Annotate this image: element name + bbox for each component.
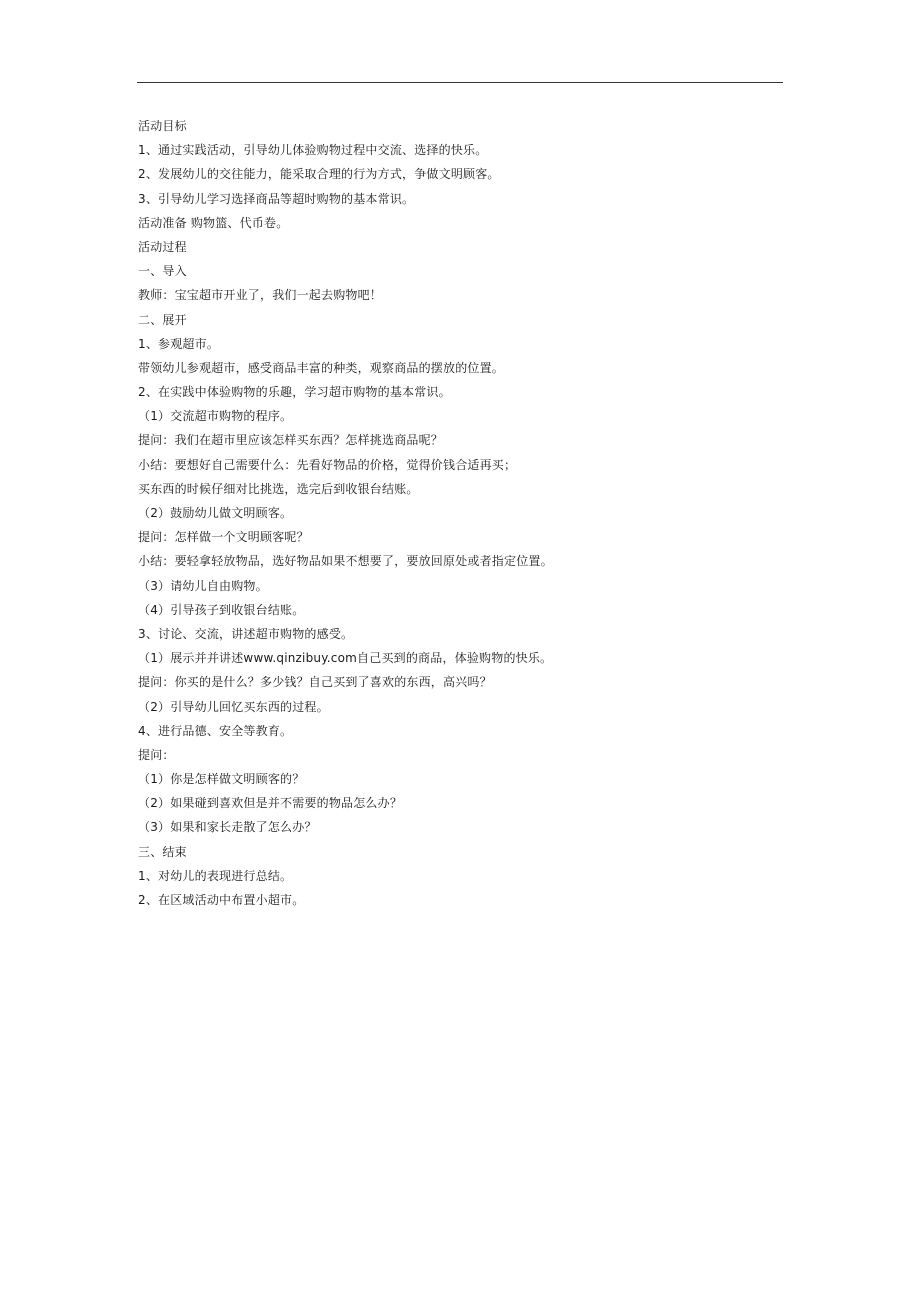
paragraph-line: 提问：我们在超市里应该怎样买东西？怎样挑选商品呢？ [138, 433, 444, 448]
subheading-conclusion: 三、结束 [138, 844, 187, 859]
goal-item-2: 2、发展幼儿的交往能力，能采取合理的行为方式，争做文明顾客。 [138, 167, 500, 182]
paragraph-line: 买东西的时候仔细对比挑选，选完后到收银台结账。 [138, 481, 419, 496]
paragraph-line: 教师：宝宝超市开业了，我们一起去购物吧！ [138, 288, 383, 303]
section-heading-process: 活动过程 [138, 239, 187, 254]
paragraph-line: （2）鼓励幼儿做文明顾客。 [138, 506, 293, 520]
paragraph-line: 4、进行品德、安全等教育。 [138, 723, 293, 738]
paragraph-line: 小结：要想好自己需要什么：先看好物品的价格，觉得价钱合适再买； [138, 457, 517, 472]
paragraph-line: （1）交流超市购物的程序。 [138, 409, 293, 424]
paragraph-line: 1、对幼儿的表现进行总结。 [138, 868, 293, 883]
goal-item-3: 3、引导幼儿学习选择商品等超时购物的基本常识。 [138, 191, 415, 206]
paragraph-line: 小结：要轻拿轻放物品，选好物品如果不想要了，要放回原处或者指定位置。 [138, 554, 553, 569]
goal-item-1: 1、通过实践活动，引导幼儿体验购物过程中交流、选择的快乐。 [138, 143, 488, 158]
paragraph-line: 2、在实践中体验购物的乐趣，学习超市购物的基本常识。 [138, 385, 451, 400]
paragraph-line: 1、参观超市。 [138, 336, 220, 351]
paragraph-line: 3、讨论、交流，讲述超市购物的感受。 [138, 626, 354, 641]
paragraph-line: （4）引导孩子到收银台结账。 [138, 602, 305, 617]
header-rule [137, 82, 783, 83]
paragraph-line: （3）如果和家长走散了怎么办？ [138, 820, 317, 835]
subheading-intro: 一、导入 [138, 264, 187, 279]
preparation-line: 活动准备 购物篮、代币卷。 [138, 215, 289, 230]
paragraph-line: 提问：你买的是什么？多少钱？自己买到了喜欢的东西，高兴吗？ [138, 675, 492, 690]
document-body [138, 114, 778, 912]
paragraph-line: 2、在区域活动中布置小超市。 [138, 893, 305, 907]
paragraph-line: （3）请幼儿自由购物。 [138, 578, 268, 593]
paragraph-line: 带领幼儿参观超市，感受商品丰富的种类，观察商品的摆放的位置。 [138, 360, 505, 375]
section-heading-goals: 活动目标 [138, 119, 187, 133]
subheading-develop: 二、展开 [138, 312, 187, 327]
paragraph-line: （1）你是怎样做文明顾客的？ [138, 772, 305, 787]
paragraph-line: （1）展示并并讲述www.qinzibuy.com自己买到的商品，体验购物的快乐。 [138, 651, 553, 666]
paragraph-line: 提问：怎样做一个文明顾客呢？ [138, 530, 309, 545]
paragraph-line: （2）如果碰到喜欢但是并不需要的物品怎么办？ [138, 796, 403, 811]
paragraph-line: 提问： [138, 747, 175, 762]
paragraph-line: （2）引导幼儿回忆买东西的过程。 [138, 699, 329, 714]
